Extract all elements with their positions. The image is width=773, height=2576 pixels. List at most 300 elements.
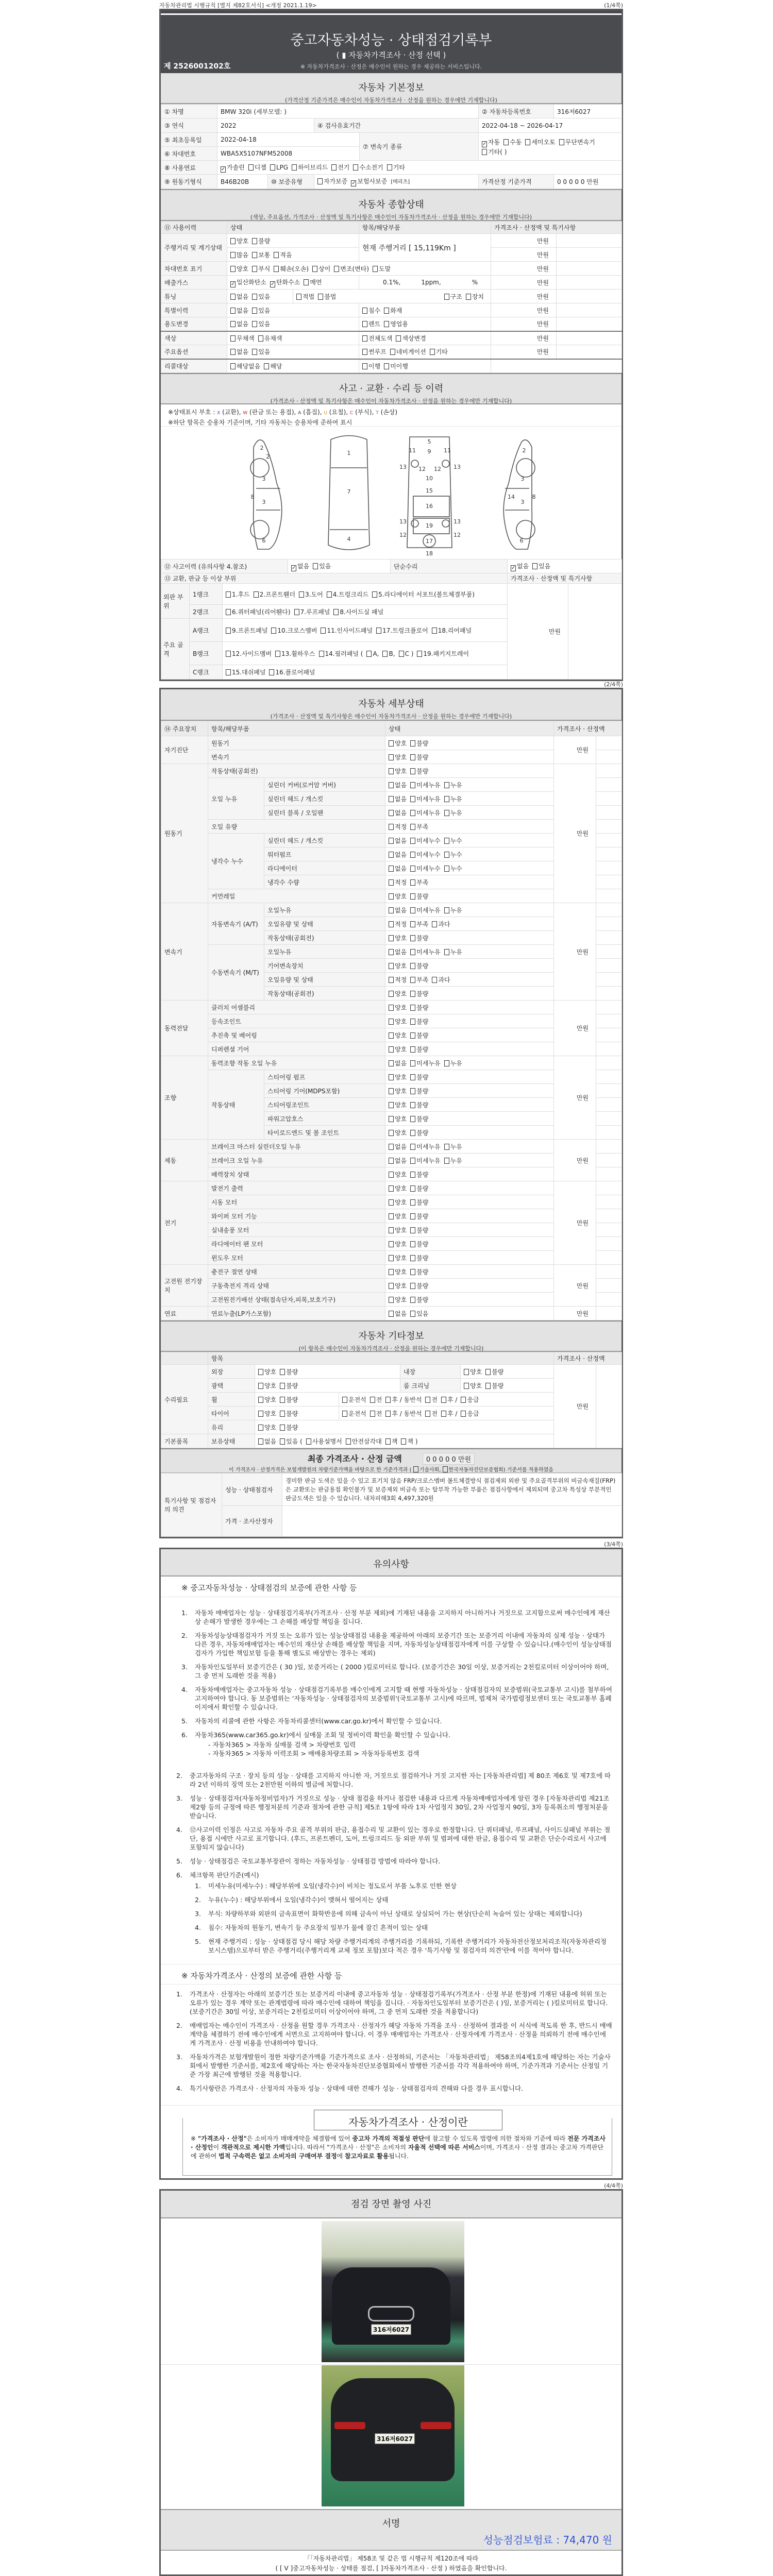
checkbox[interactable] (525, 138, 555, 146)
checkbox-box[interactable] (441, 1411, 446, 1417)
checkbox[interactable] (410, 1100, 428, 1109)
checkbox[interactable] (430, 347, 448, 356)
checkbox[interactable] (444, 1156, 462, 1165)
checkbox-box[interactable] (387, 164, 392, 171)
checkbox[interactable] (389, 1128, 407, 1137)
checkbox-box[interactable] (389, 1297, 394, 1303)
checkbox-box[interactable] (317, 178, 323, 184)
checkbox-box[interactable] (333, 609, 339, 615)
checkbox[interactable] (444, 808, 462, 817)
checkbox[interactable] (444, 864, 462, 873)
checkbox[interactable] (264, 362, 282, 370)
checkbox[interactable] (389, 1156, 407, 1165)
checkbox[interactable] (230, 347, 248, 356)
checkbox[interactable] (410, 892, 428, 901)
checkbox-box[interactable] (382, 651, 388, 657)
checkbox[interactable] (444, 906, 462, 914)
checkbox[interactable] (252, 250, 270, 259)
checkbox[interactable] (410, 739, 428, 748)
checkbox-box[interactable] (230, 349, 236, 355)
checkbox-box[interactable] (252, 252, 257, 258)
checkbox[interactable] (362, 347, 386, 356)
checkbox[interactable] (334, 264, 369, 273)
checkbox[interactable] (296, 292, 314, 301)
checkbox[interactable] (258, 334, 282, 343)
checkbox-box[interactable] (389, 866, 394, 872)
checkbox[interactable] (410, 794, 440, 803)
checkbox-box[interactable] (270, 164, 275, 171)
checkbox[interactable] (389, 1142, 407, 1151)
checkbox-box[interactable] (342, 1397, 347, 1403)
checkbox[interactable] (389, 1309, 407, 1318)
checkbox[interactable] (410, 1240, 428, 1248)
checkbox[interactable] (353, 163, 383, 172)
checkbox-box[interactable] (389, 852, 394, 858)
checkbox[interactable] (389, 1240, 407, 1248)
checkbox-box[interactable] (410, 977, 415, 983)
checkbox-box[interactable] (258, 1411, 263, 1417)
checkbox-box[interactable] (444, 1144, 449, 1150)
checkbox-box[interactable] (296, 294, 301, 300)
checkbox-box[interactable] (466, 294, 471, 300)
checkbox[interactable] (331, 163, 349, 172)
checkbox-box[interactable] (389, 1130, 394, 1136)
checkbox-box[interactable] (444, 907, 449, 913)
checkbox-box[interactable] (385, 1411, 391, 1417)
checkbox-box[interactable] (389, 796, 394, 802)
checkbox[interactable] (482, 138, 500, 147)
checkbox[interactable] (410, 920, 428, 928)
checkbox[interactable] (410, 1045, 428, 1054)
checkbox[interactable] (280, 1381, 298, 1390)
checkbox[interactable] (410, 1309, 428, 1318)
checkbox-box[interactable] (248, 164, 254, 171)
checkbox-box[interactable] (275, 651, 280, 657)
checkbox[interactable] (410, 1059, 440, 1067)
checkbox[interactable] (385, 1395, 422, 1404)
checkbox-box[interactable] (389, 1255, 394, 1261)
checkbox[interactable] (461, 1409, 479, 1418)
checkbox-box[interactable] (226, 609, 231, 615)
checkbox[interactable] (319, 649, 363, 658)
checkbox-box[interactable] (441, 1397, 446, 1403)
checkbox[interactable] (366, 650, 379, 657)
checkbox[interactable] (230, 278, 266, 287)
checkbox-box[interactable] (389, 1241, 394, 1247)
checkbox[interactable] (385, 1409, 422, 1418)
checkbox-box[interactable] (376, 628, 381, 634)
checkbox-box[interactable] (410, 768, 415, 774)
checkbox[interactable] (280, 1437, 303, 1446)
checkbox[interactable] (559, 138, 595, 146)
checkbox[interactable] (444, 836, 462, 845)
checkbox[interactable] (294, 607, 330, 616)
checkbox[interactable] (389, 781, 407, 789)
checkbox[interactable] (254, 590, 295, 599)
checkbox[interactable] (532, 562, 550, 570)
checkbox-box[interactable] (410, 935, 415, 941)
checkbox-box[interactable] (362, 308, 367, 314)
checkbox-box[interactable] (485, 1369, 491, 1375)
checkbox[interactable] (410, 767, 428, 775)
checkbox[interactable] (230, 250, 248, 259)
checkbox-box[interactable] (432, 921, 437, 927)
checkbox[interactable] (389, 1017, 407, 1026)
checkbox[interactable] (230, 306, 248, 315)
checkbox[interactable] (252, 306, 270, 315)
checkbox-box[interactable] (461, 1397, 466, 1403)
checkbox-box[interactable] (410, 1088, 415, 1094)
checkbox[interactable] (230, 334, 255, 343)
checkbox[interactable] (410, 878, 428, 887)
checkbox[interactable] (258, 1395, 276, 1404)
checkbox-box[interactable] (280, 1425, 285, 1431)
checkbox[interactable] (389, 1281, 407, 1290)
checkbox[interactable] (252, 347, 270, 356)
checkbox-box[interactable] (410, 921, 415, 927)
checkbox-box[interactable]: ✓ (292, 565, 296, 571)
checkbox-box[interactable] (389, 893, 394, 900)
checkbox[interactable] (230, 236, 248, 245)
checkbox[interactable] (389, 1295, 407, 1304)
checkbox-box[interactable] (525, 139, 530, 145)
checkbox[interactable] (362, 334, 392, 343)
checkbox[interactable] (280, 1395, 298, 1404)
checkbox-box[interactable] (294, 609, 299, 615)
checkbox[interactable] (410, 906, 440, 914)
checkbox-box[interactable] (389, 907, 394, 913)
checkbox[interactable] (389, 961, 407, 970)
checkbox[interactable] (444, 781, 462, 789)
checkbox[interactable] (485, 1367, 503, 1376)
checkbox-box[interactable] (444, 866, 449, 872)
checkbox[interactable] (410, 1142, 440, 1151)
checkbox-box[interactable] (230, 321, 236, 327)
checkbox-box[interactable] (389, 740, 394, 747)
checkbox-box[interactable] (271, 628, 276, 634)
checkbox[interactable] (389, 864, 407, 873)
checkbox-box[interactable] (444, 1060, 449, 1066)
checkbox-box[interactable] (269, 669, 274, 675)
checkbox-box[interactable] (389, 949, 394, 955)
checkbox-box[interactable] (389, 977, 394, 983)
checkbox-box[interactable] (226, 669, 231, 675)
checkbox[interactable] (362, 306, 380, 315)
checkbox-box[interactable] (258, 1369, 263, 1375)
checkbox-box[interactable] (410, 1269, 415, 1275)
checkbox[interactable] (410, 1198, 428, 1207)
checkbox-box[interactable] (464, 1383, 469, 1389)
checkbox-box[interactable] (313, 563, 318, 569)
checkbox[interactable] (252, 236, 270, 245)
checkbox[interactable] (271, 626, 317, 635)
checkbox-box[interactable] (362, 363, 367, 369)
checkbox[interactable] (342, 1409, 366, 1418)
checkbox-box[interactable] (410, 879, 415, 886)
checkbox[interactable] (444, 947, 462, 956)
checkbox-box[interactable] (274, 266, 279, 272)
checkbox[interactable] (389, 1073, 407, 1081)
checkbox-box[interactable] (410, 1283, 415, 1289)
checkbox-box[interactable] (389, 1116, 394, 1122)
checkbox-box[interactable] (252, 266, 257, 272)
checkbox[interactable] (410, 1017, 428, 1026)
checkbox-box[interactable] (410, 838, 415, 844)
checkbox-box[interactable] (280, 1369, 285, 1375)
checkbox-box[interactable] (389, 1060, 394, 1066)
checkbox[interactable] (389, 753, 407, 761)
checkbox-box[interactable] (444, 949, 449, 955)
checkbox[interactable] (230, 292, 248, 301)
checkbox-box[interactable] (252, 321, 257, 327)
checkbox-box[interactable] (389, 1213, 394, 1219)
checkbox[interactable] (304, 278, 322, 286)
checkbox[interactable] (389, 850, 407, 859)
checkbox-box[interactable] (230, 238, 236, 244)
checkbox[interactable] (327, 590, 368, 599)
checkbox[interactable] (389, 1267, 407, 1276)
checkbox-box[interactable] (362, 335, 367, 342)
checkbox-box[interactable] (342, 1411, 347, 1417)
checkbox[interactable] (226, 649, 272, 658)
checkbox[interactable] (280, 1367, 298, 1376)
checkbox-box[interactable] (417, 651, 422, 657)
checkbox-box[interactable] (258, 1438, 263, 1445)
checkbox-box[interactable] (230, 363, 236, 369)
checkbox[interactable] (390, 347, 426, 356)
checkbox[interactable] (444, 292, 462, 301)
checkbox[interactable] (425, 1409, 438, 1418)
checkbox[interactable] (443, 1466, 553, 1473)
checkbox-box[interactable] (389, 1283, 394, 1289)
checkbox-box[interactable] (252, 238, 257, 244)
checkbox[interactable] (258, 1423, 276, 1432)
checkbox-box[interactable] (254, 591, 259, 598)
checkbox[interactable] (274, 250, 292, 259)
checkbox[interactable] (441, 1395, 457, 1404)
checkbox-box[interactable] (385, 1438, 391, 1445)
checkbox-box[interactable] (485, 1383, 491, 1389)
checkbox[interactable] (389, 1226, 407, 1234)
checkbox[interactable] (317, 177, 347, 185)
checkbox[interactable] (432, 626, 472, 635)
checkbox-box[interactable] (389, 838, 394, 844)
checkbox[interactable] (252, 319, 270, 328)
checkbox-box[interactable] (280, 1383, 285, 1389)
checkbox-box[interactable] (444, 294, 449, 300)
checkbox[interactable] (389, 947, 407, 956)
checkbox[interactable] (312, 264, 330, 273)
checkbox-box[interactable] (373, 266, 378, 272)
checkbox-box[interactable] (430, 349, 435, 355)
checkbox[interactable] (389, 1170, 407, 1179)
checkbox[interactable] (464, 1381, 482, 1390)
checkbox[interactable] (432, 920, 450, 928)
checkbox[interactable] (313, 562, 331, 570)
checkbox-box[interactable] (306, 1438, 311, 1445)
checkbox-box[interactable] (410, 866, 415, 872)
checkbox[interactable] (444, 1142, 462, 1151)
checkbox[interactable] (410, 1073, 428, 1081)
checkbox-box[interactable] (410, 1227, 415, 1233)
checkbox[interactable] (410, 850, 440, 859)
checkbox-box[interactable] (410, 1158, 415, 1164)
checkbox-box[interactable] (390, 349, 395, 355)
checkbox[interactable] (444, 794, 462, 803)
checkbox[interactable] (269, 668, 315, 676)
checkbox[interactable] (291, 562, 309, 571)
checkbox-box[interactable] (461, 1411, 466, 1417)
checkbox[interactable] (362, 319, 380, 328)
checkbox-box[interactable] (389, 768, 394, 774)
checkbox[interactable] (410, 1253, 428, 1262)
checkbox[interactable] (248, 163, 266, 172)
checkbox-box[interactable] (410, 991, 415, 997)
checkbox[interactable] (389, 1045, 407, 1054)
checkbox-box[interactable] (384, 321, 389, 327)
checkbox[interactable] (410, 934, 428, 942)
checkbox[interactable] (410, 1226, 428, 1234)
checkbox-box[interactable] (389, 1269, 394, 1275)
checkbox[interactable] (252, 292, 270, 301)
checkbox-box[interactable] (410, 907, 415, 913)
checkbox-box[interactable] (410, 893, 415, 900)
checkbox[interactable] (226, 607, 291, 616)
checkbox-box[interactable] (464, 1369, 469, 1375)
checkbox-box[interactable] (280, 1411, 285, 1417)
checkbox-box[interactable] (274, 252, 279, 258)
checkbox-box[interactable] (389, 1088, 394, 1094)
checkbox[interactable] (466, 292, 484, 301)
checkbox[interactable] (321, 626, 373, 635)
checkbox-box[interactable] (410, 1144, 415, 1150)
checkbox[interactable] (384, 306, 402, 315)
checkbox-box[interactable] (321, 628, 326, 634)
checkbox-box[interactable] (410, 1019, 415, 1025)
checkbox-box[interactable] (280, 1438, 285, 1445)
checkbox-box[interactable] (410, 1116, 415, 1122)
checkbox[interactable] (389, 906, 407, 914)
checkbox[interactable] (230, 319, 248, 328)
checkbox[interactable] (252, 264, 270, 273)
checkbox[interactable] (389, 975, 407, 984)
checkbox-box[interactable] (410, 1185, 415, 1192)
checkbox[interactable] (389, 1253, 407, 1262)
checkbox[interactable] (384, 362, 408, 370)
checkbox-box[interactable] (410, 1241, 415, 1247)
checkbox[interactable] (275, 649, 315, 658)
checkbox[interactable] (389, 1100, 407, 1109)
checkbox-box[interactable] (230, 294, 236, 300)
checkbox[interactable] (373, 264, 391, 273)
checkbox-box[interactable] (384, 363, 389, 369)
checkbox[interactable] (221, 163, 245, 173)
checkbox-box[interactable] (410, 1005, 415, 1011)
checkbox[interactable] (382, 650, 395, 657)
checkbox[interactable] (389, 808, 407, 817)
checkbox[interactable] (389, 1003, 407, 1012)
checkbox[interactable] (432, 975, 450, 984)
checkbox-box[interactable] (389, 1005, 394, 1011)
checkbox-box[interactable] (366, 651, 372, 657)
checkbox[interactable] (410, 989, 428, 998)
checkbox-box[interactable] (384, 308, 389, 314)
checkbox[interactable] (389, 1212, 407, 1221)
checkbox-box[interactable] (410, 1199, 415, 1206)
checkbox-box[interactable] (226, 628, 231, 634)
checkbox[interactable] (389, 822, 407, 831)
checkbox[interactable] (370, 1409, 382, 1418)
checkbox[interactable] (389, 892, 407, 901)
checkbox-box[interactable] (389, 1102, 394, 1108)
checkbox[interactable] (410, 836, 440, 845)
checkbox[interactable] (461, 1395, 479, 1404)
checkbox-box[interactable] (389, 1158, 394, 1164)
checkbox-box[interactable] (304, 279, 309, 285)
checkbox[interactable] (389, 1059, 407, 1067)
checkbox-box[interactable] (482, 149, 487, 155)
checkbox-box[interactable] (396, 335, 401, 342)
checkbox-box[interactable] (444, 852, 449, 858)
checkbox[interactable] (511, 562, 529, 571)
checkbox-box[interactable] (252, 308, 257, 314)
checkbox-box[interactable] (410, 963, 415, 969)
checkbox-box[interactable] (410, 782, 415, 788)
checkbox[interactable] (389, 767, 407, 775)
checkbox[interactable] (389, 1031, 407, 1040)
checkbox[interactable] (280, 1423, 298, 1432)
checkbox-box[interactable] (264, 363, 269, 369)
checkbox[interactable] (503, 138, 522, 146)
checkbox[interactable] (280, 1409, 298, 1418)
checkbox-box[interactable] (410, 1255, 415, 1261)
checkbox[interactable] (410, 1170, 428, 1179)
checkbox-box[interactable] (410, 1046, 415, 1053)
checkbox[interactable] (389, 1087, 407, 1095)
checkbox[interactable] (410, 1114, 428, 1123)
checkbox-box[interactable] (410, 949, 415, 955)
checkbox-box[interactable] (362, 321, 367, 327)
checkbox-box[interactable] (319, 651, 324, 657)
checkbox-box[interactable] (410, 1311, 415, 1317)
checkbox[interactable] (410, 1003, 428, 1012)
checkbox[interactable] (444, 1059, 462, 1067)
checkbox-box[interactable] (425, 1397, 430, 1403)
checkbox[interactable] (410, 1295, 428, 1304)
checkbox[interactable] (389, 739, 407, 748)
checkbox[interactable] (274, 264, 309, 273)
checkbox-box[interactable] (559, 139, 564, 145)
checkbox-box[interactable] (370, 1411, 375, 1417)
checkbox[interactable] (384, 319, 408, 328)
checkbox-box[interactable] (280, 1397, 285, 1403)
checkbox[interactable] (389, 934, 407, 942)
checkbox-box[interactable] (312, 266, 317, 272)
checkbox[interactable] (482, 147, 507, 156)
checkbox-box[interactable] (389, 810, 394, 816)
checkbox-box[interactable] (389, 935, 394, 941)
checkbox[interactable] (425, 1395, 438, 1404)
checkbox[interactable] (389, 878, 407, 887)
checkbox-box[interactable] (444, 782, 449, 788)
checkbox-box[interactable] (399, 651, 404, 657)
checkbox[interactable] (410, 1128, 428, 1137)
checkbox[interactable] (270, 164, 288, 171)
checkbox[interactable] (292, 163, 328, 172)
checkbox-box[interactable] (410, 810, 415, 816)
checkbox-box[interactable] (410, 1060, 415, 1066)
checkbox[interactable] (387, 163, 405, 172)
